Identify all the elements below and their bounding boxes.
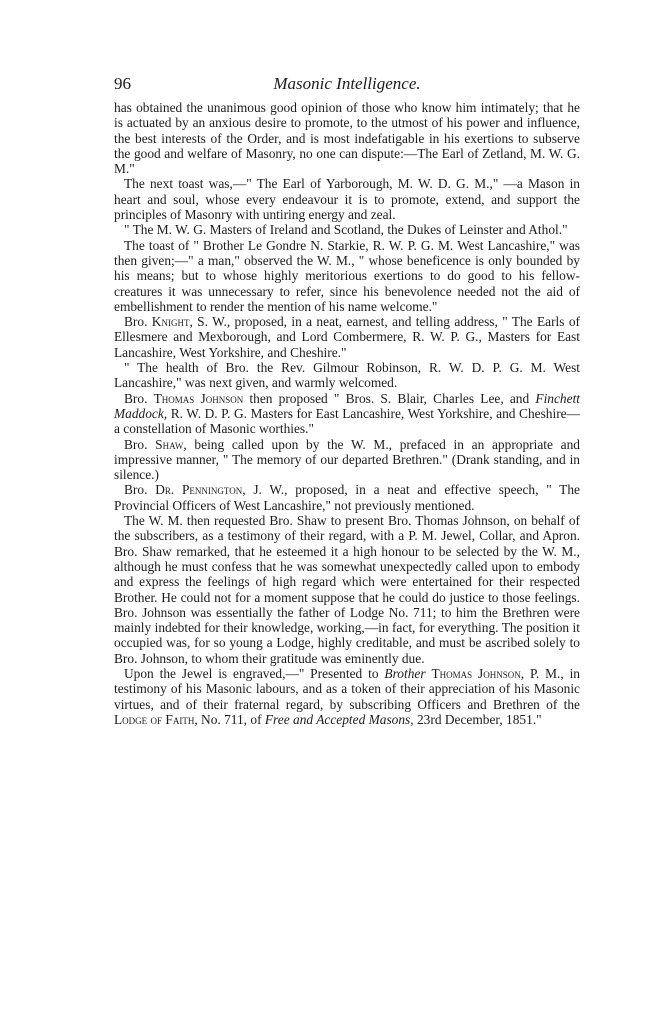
page	[114, 74, 580, 727]
text-run: , R. W. D. P. G. Masters for East Lancashire, West Yorkshire, and Cheshire—a constellation of Masonic worthies."	[114, 405, 580, 437]
small-caps-name: Lodge of Faith	[114, 711, 195, 727]
paragraph	[114, 437, 580, 483]
text-run: The W. M. then requested Bro. Shaw to present Bro. Thomas Johnson, on behalf of the subscribers, as a testimony of their regard, with a P. M. Jewel, Collar, and Apron. Bro. Shaw remarked, that he esteemed it a high honour to be selected by the W. M., although he must confess that he was somewhat unexpectedly called upon to embody and express the feelings of high regard which were entertained for their respected Brother. He could not for a moment suppose that he could do justice to those feelings. Bro. Johnson was essentially the father of Lodge No. 711; to him the Brethren were mainly indebted for their knowledge, working,—in fact, for everything. The position it occupied was, for so young a Lodge, highly creditable, and must be ascribed solely to Bro. Johnson, to whom their gratitude was eminently due.	[114, 513, 580, 666]
small-caps-name: Knight	[151, 314, 190, 330]
italic-text: Brother	[384, 665, 426, 681]
running-title: Masonic Intelligence.	[273, 74, 421, 93]
text-run: , No. 711, of	[194, 711, 265, 727]
text-run: The next toast was,—" The Earl of Yarborough, M. W. D. G. M.," —a Mason in heart and soul, whose every endeavour it is to promote, extend, and support the principles of Masonry with untiring energy and zeal.	[114, 176, 580, 223]
paragraph	[114, 482, 580, 513]
paragraph	[114, 176, 580, 222]
text-run: Upon the Jewel is engraved,—" Presented to	[124, 665, 385, 681]
small-caps-name: Dr. Pennington	[155, 482, 243, 498]
text-run: Bro.	[124, 314, 152, 330]
paragraph	[114, 360, 580, 391]
text-run: , 23rd December, 1851."	[410, 711, 542, 727]
small-caps-name: Shaw	[155, 436, 184, 452]
text-run: has obtained the unanimous good opinion of those who know him intimately; that he is actuated by an anxious desire to promote, to the utmost of his power and influence, the best interests of the Order, and is most indefatigable in his exertions to subserve the good and welfare of Masonry, no one can dispute:—The Earl of Zetland, M. W. G. M."	[114, 100, 580, 177]
paragraph	[114, 238, 580, 314]
italic-text: Free and Accepted Masons	[264, 711, 411, 727]
small-caps-name: Thomas Johnson	[431, 665, 521, 681]
page-number: 96	[114, 74, 131, 93]
text-run: , S. W., proposed, in a neat, earnest, and telling address, " The Earls of Ellesmere and Mexborough, and Lord Combermere, R. W. P. G., Masters for East Lancashire, West Yorkshire, and Cheshire."	[114, 314, 580, 360]
paragraph	[114, 391, 580, 437]
text-run: " The health of Bro. the Rev. Gilmour Robinson, R. W. D. P. G. M. West Lancashire," was next given, and warmly welcomed.	[114, 360, 580, 391]
text-run: Bro.	[124, 436, 156, 452]
page-header	[114, 74, 580, 100]
paragraph	[114, 513, 580, 666]
small-caps-name: Thomas Johnson	[153, 390, 244, 406]
text-run: Bro.	[124, 390, 154, 406]
paragraph	[114, 314, 580, 360]
text-run: then proposed " Bros. S. Blair, Charles Lee, and	[243, 390, 536, 406]
text-run: , P. M., in testimony of his Masonic labours, and as a token of their appreciation of his Masonic virtues, and of their fraternal regard, by subscribing Officers and Brethren of the	[114, 665, 581, 712]
text-run: " The M. W. G. Masters of Ireland and Scotland, the Dukes of Leinster and Athol."	[124, 222, 568, 238]
italic-text: Finchett Maddock	[114, 390, 581, 421]
text-run: The toast of " Brother Le Gondre N. Starkie, R. W. P. G. M. West Lancashire," was then given;—" a man," observed the W. M., " whose beneficence is only bounded by his means; but to whose highly meritorious exertions to do good to his fellow-creatures it was unnecessary to refer, since his benevolence needed not the aid of embellishment to render the mention of his name welcome."	[114, 237, 580, 314]
text-run: , being called upon by the W. M., prefaced in an appropriate and impressive manner, " The memory of our departed Brethren." (Drank standing, and in silence.)	[114, 436, 580, 483]
paragraph	[114, 100, 580, 176]
text-run: , J. W., proposed, in a neat and effective speech, " The Provincial Officers of West Lancashire," not previously mentioned.	[114, 482, 581, 513]
paragraph	[114, 666, 580, 727]
paragraph	[114, 222, 580, 237]
article-body	[114, 100, 580, 727]
text-run: Bro.	[124, 482, 156, 498]
